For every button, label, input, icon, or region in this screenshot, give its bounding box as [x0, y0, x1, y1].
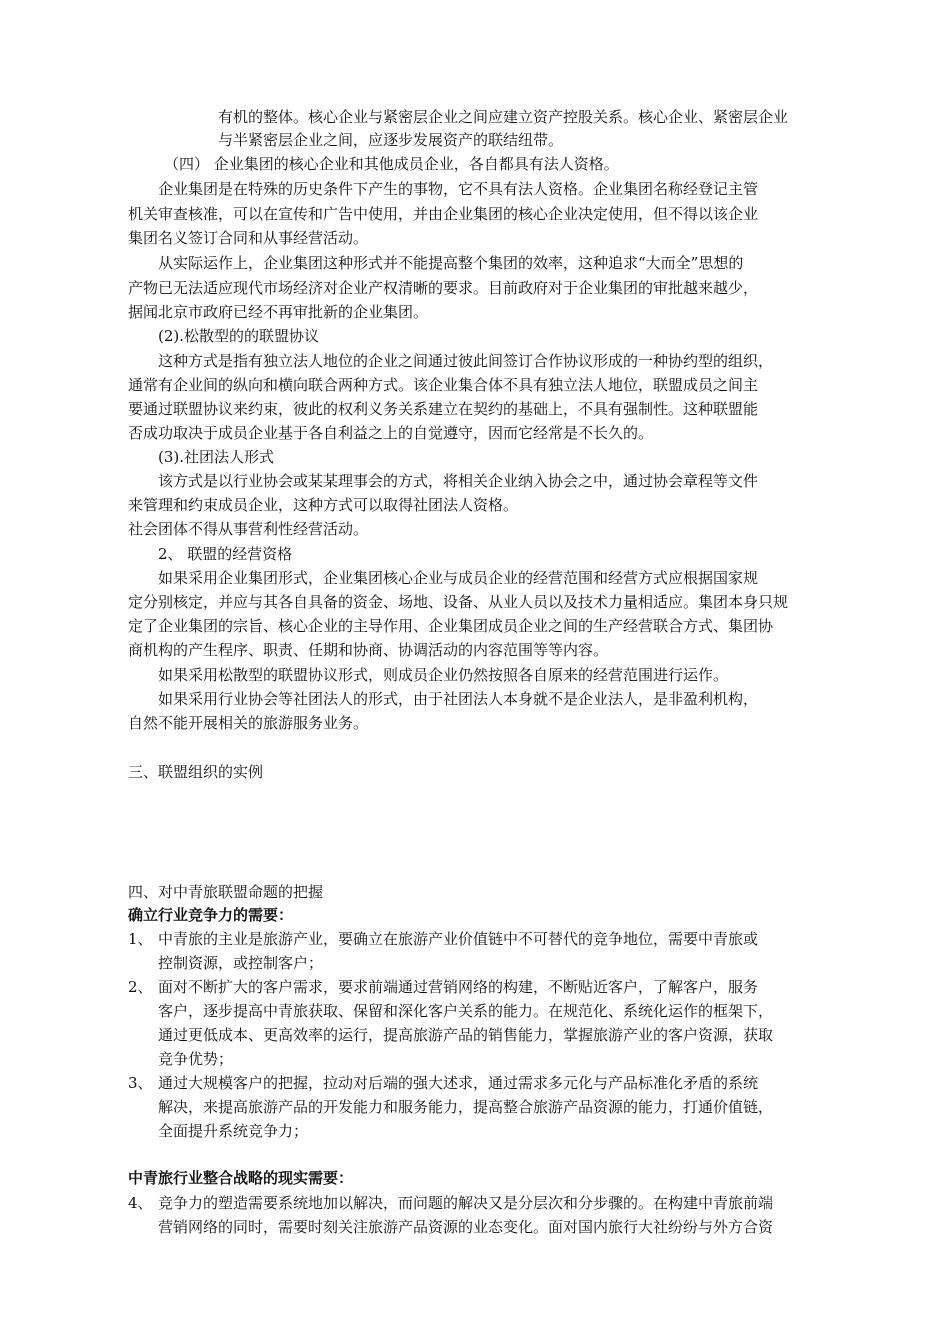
bold-heading: 确立行业竞争力的需要： [128, 906, 294, 924]
text-line: 定了企业集团的宗旨、核心企业的主导作用、企业集团成员企业之间的生产经营联合方式、集团协 [128, 617, 774, 635]
list-item-line: 客户，逐步提高中青旅获取、保留和深化客户关系的能力。在规范化、系统化运作的框架下， [158, 1002, 774, 1020]
list-item-heading: （四） 企业集团的核心企业和其他成员企业，各自都具有法人资格。 [164, 155, 619, 173]
text-line: 这种方式是指有独立法人地位的企业之间通过彼此间签订合作协议形成的一种协约型的组织， [158, 352, 774, 370]
list-item-line: 全面提升系统竞争力； [158, 1122, 309, 1140]
list-number: 2、 [128, 978, 153, 996]
list-item-line: 中青旅的主业是旅游产业，要确立在旅游产业价值链中不可替代的竞争地位，需要中青旅或 [158, 930, 759, 948]
text-line: 如果采用行业协会等社团法人的形式，由于社团法人本身就不是企业法人，是非盈利机构， [158, 690, 759, 708]
text-line: 社会团体不得从事营利性经营活动。 [128, 520, 369, 538]
list-item-line: 解决，来提高旅游产品的开发能力和服务能力，提高整合旅游产品资源的能力，打通价值链， [158, 1098, 774, 1116]
subsection-heading: 2、 联盟的经营资格 [158, 545, 293, 563]
list-number: 3、 [128, 1074, 153, 1092]
subsection-heading: (2).松散型的的联盟协议 [158, 327, 320, 345]
list-item-line: 竞争力的塑造需要系统地加以解决，而问题的解决又是分层次和分步骤的。在构建中青旅前端 [158, 1194, 774, 1212]
text-line: 机关审查核准，可以在宣传和广告中使用，并由企业集团的核心企业决定使用，但不得以该企业 [128, 205, 759, 223]
text-line: 从实际运作上，企业集团这种形式并不能提高整个集团的效率，这种追求“大而全”思想的 [158, 254, 744, 272]
text-line: 商机构的产生程序、职责、任期和协商、协调活动的内容范围等等内容。 [128, 641, 609, 659]
list-item-line: 竞争优势； [158, 1050, 234, 1068]
text-line: 有机的整体。核心企业与紧密层企业之间应建立资产控股关系。核心企业、紧密层企业 [218, 108, 789, 126]
text-line: 企业集团是在特殊的历史条件下产生的事物，它不具有法人资格。企业集团名称经登记主管 [158, 180, 759, 198]
text-line: 如果采用企业集团形式，企业集团核心企业与成员企业的经营范围和经营方式应根据国家规 [158, 569, 759, 587]
text-line: 定分别核定，并应与其各自具备的资金、场地、设备、从业人员以及技术力量相适应。集团本身只规 [128, 593, 789, 611]
list-item-line: 通过更低成本、更高效率的运行，提高旅游产品的销售能力，掌握旅游产业的客户资源，获取 [158, 1026, 774, 1044]
bold-heading: 中青旅行业整合战略的现实需要： [128, 1169, 354, 1187]
list-item-line: 面对不断扩大的客户需求，要求前端通过营销网络的构建，不断贴近客户，了解客户，服务 [158, 978, 759, 996]
list-item-line: 营销网络的同时，需要时刻关注旅游产品资源的业态变化。面对国内旅行大社纷纷与外方合资 [158, 1218, 774, 1236]
list-item-line: 通过大规模客户的把握，拉动对后端的强大述求，通过需求多元化与产品标准化矛盾的系统 [158, 1074, 759, 1092]
section-heading: 四、对中青旅联盟命题的把握 [128, 883, 324, 901]
text-line: 该方式是以行业协会或某某理事会的方式，将相关企业纳入协会之中，通过协会章程等文件 [158, 472, 759, 490]
text-line: 自然不能开展相关的旅游服务业务。 [128, 714, 369, 732]
text-line: 来管理和约束成员企业，这种方式可以取得社团法人资格。 [128, 496, 519, 514]
text-line: 如果采用松散型的联盟协议形式，则成员企业仍然按照各自原来的经营范围进行运作。 [158, 666, 729, 684]
text-line: 集团名义签订合同和从事经营活动。 [128, 229, 369, 247]
text-line: 据闻北京市政府已经不再审批新的企业集团。 [128, 303, 429, 321]
list-number: 4、 [128, 1194, 153, 1212]
text-line: 与半紧密层企业之间，应逐步发展资产的联结纽带。 [218, 131, 564, 149]
subsection-heading: (3).社团法人形式 [158, 448, 275, 466]
text-line: 通常有企业间的纵向和横向联合两种方式。该企业集合体不具有独立法人地位，联盟成员之间主 [128, 376, 759, 394]
text-line: 否成功取决于成员企业基于各自利益之上的自觉遵守，因而它经常是不长久的。 [128, 424, 654, 442]
text-line: 要通过联盟协议来约束，彼此的权利义务关系建立在契约的基础上，不具有强制性。这种联盟能 [128, 400, 759, 418]
list-number: 1、 [128, 930, 153, 948]
list-item-line: 控制资源，或控制客户； [158, 954, 324, 972]
text-line: 产物已无法适应现代市场经济对企业产权清晰的要求。目前政府对于企业集团的审批越来越少， [128, 279, 759, 297]
section-heading: 三、联盟组织的实例 [128, 763, 264, 781]
